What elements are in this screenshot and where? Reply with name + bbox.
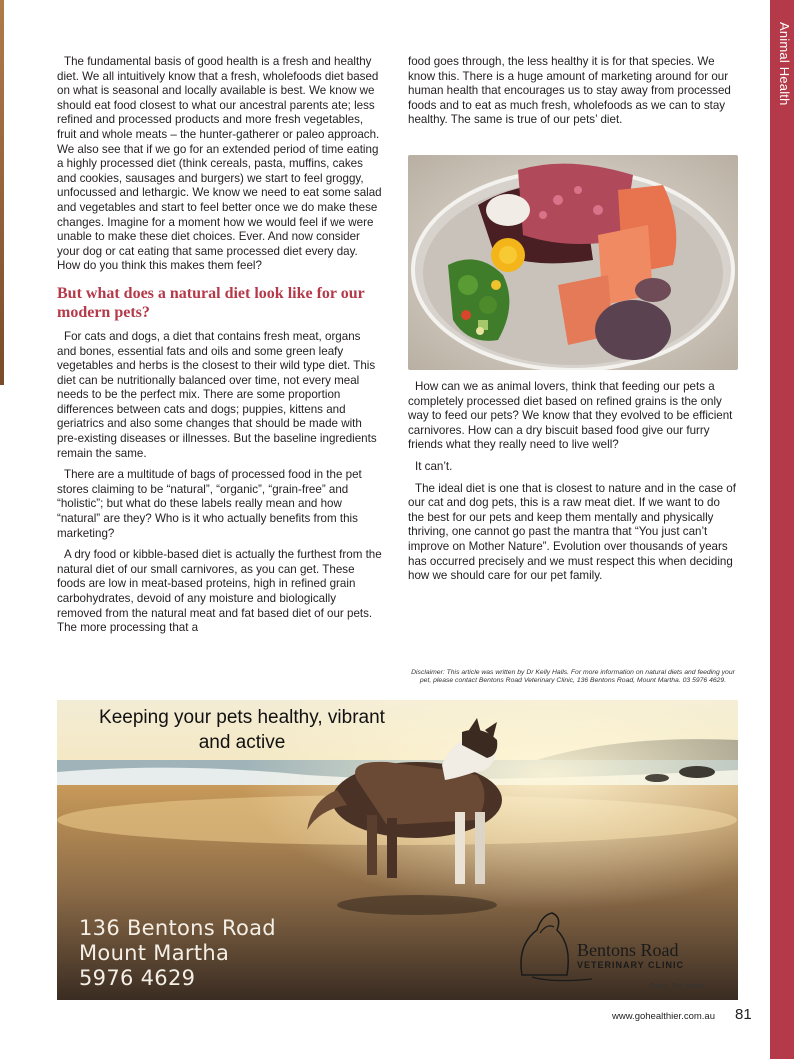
raw-food-bowl-photo (408, 155, 738, 370)
left-edge-image-strip (0, 0, 4, 385)
paragraph: The ideal diet is one that is closest to nature and in the case of our cat and dog pets, this is a raw meat diet. If we want to do the best for our pets and keep them mentally and physically thriving, one cannot go past the mantra that “You just can’t improve on Mother Nature”. Evolution over thousands of years has occurred precisely and we must respect this when deciding how we should care for our pet family. (408, 481, 736, 583)
paragraph: It can’t. (415, 459, 453, 473)
page-number: 81 (735, 1006, 752, 1023)
article-column-2-top (408, 55, 738, 135)
logo-subtitle: VETERINARY CLINIC (577, 960, 685, 970)
ad-phone: 5976 4629 (79, 966, 196, 990)
paragraph: There are a multitude of bags of processed food in the pet stores claiming to be “natural”, “organic”, “grain-free” and “holistic”; but what do these labels really mean and how “natural” are they? Who is it who actually benefits from this marketing? (57, 468, 362, 540)
clinic-advertisement (57, 700, 738, 1000)
paragraph: The fundamental basis of good health is a fresh and healthy diet. We all intuitively know that a fresh, wholefoods diet based on what is seasonal and locally available is best. We know we should eat food closest to what our ancestral parents ate; less refined and processed products and more fresh vegetables, fruit and whole meats – the hunter-gatherer or paleo approach. We also see that if we go for an extended period of time eating a highly processed diet (think cereals, pasta, muffins, cakes and cookies, sausages and burgers) we start to feel groggy, unfocussed and lethargic. We know we need to eat some salad and vegetables and start to feel better once we do make these changes. Imagine for a moment how we would feel if we were unable to make these diet choices. Ever. And now consider your dog or cat eating that same processed diet every day. How do you think this makes them feel? (57, 55, 382, 273)
logo-name: Bentons Road (577, 940, 679, 960)
ad-address: 136 Bentons Road Mount Martha 5976 4629 (79, 916, 276, 990)
ad-headline: Keeping your pets healthy, vibrant and active (99, 707, 385, 753)
footer-url: www.gohealthier.com.au (612, 1011, 715, 1022)
section-tab (770, 0, 794, 1059)
section-tab-label: Animal Health (777, 22, 792, 106)
photo-credit: Credit: Tao Jones (649, 983, 704, 990)
paragraph: For cats and dogs, a diet that contains fresh meat, organs and bones, essential fats and oils and some green leafy vegetables and herbs is the closest to their wild type diet. This diet can be nutritionally balanced over time, not every meal needs to be the perfect mix. There are some proportion differences between cats and dogs; puppies, kittens and geriatrics and also some changes that should be made with pre-existing diseases or illnesses. But the baseline ingredients remain the same. (57, 329, 377, 460)
article-column-2-bottom (408, 380, 738, 591)
paragraph: How can we as animal lovers, think that feeding our pets a completely processed diet based on refined grains is the only way to feed our pets? We know that they evolved to be efficient carnivores. How can a dry biscuit based food give our furry friends what they really need to live well? (408, 380, 733, 452)
subheading: But what does a natural diet look like for our modern pets? (57, 284, 365, 321)
article-column-1 (57, 55, 382, 643)
paragraph: food goes through, the less healthy it is for that species. We know this. There is a huge amount of marketing around for our human health that encourages us to stay away from processed foods and to eat as much fresh, wholefoods as we can to stay healthy. The same is true of our pets’ diet. (408, 55, 731, 127)
paragraph: A dry food or kibble-based diet is actually the furthest from the natural diet of our small carnivores, as you can get. These foods are low in meat-based proteins, high in refined grain carbohydrates, devoid of any moisture and biologically removed from the natural meat and fat based diet of our pets. The more processing that a (57, 548, 382, 635)
disclaimer: Disclaimer: This article was written by Dr Kelly Halls. For more information on natural diets and feeding your pet, please contact Bentons Road Veterinary Clinic, 136 Bentons Road, Mount Martha. 03 5976 4629. (411, 669, 735, 685)
